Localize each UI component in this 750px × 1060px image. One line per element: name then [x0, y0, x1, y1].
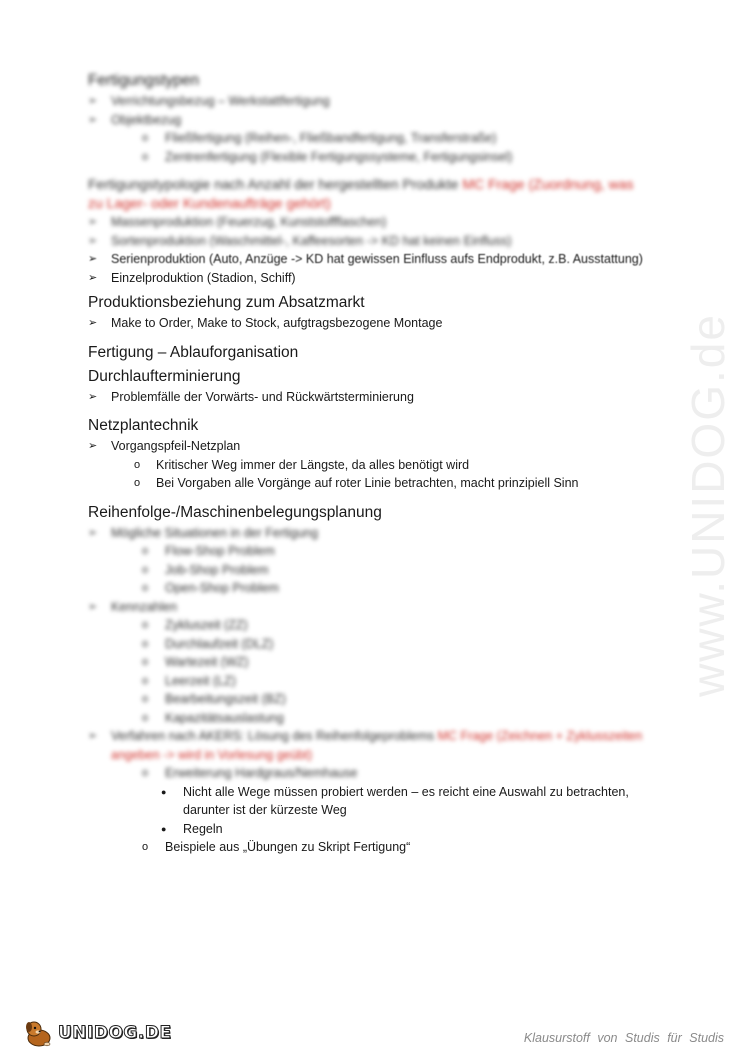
heading-durchlaufterminierung: Durchlaufterminierung [88, 367, 241, 385]
list-subitem: o Job-Shop Problem [88, 561, 668, 580]
watermark: www.UNIDOG.de [682, 313, 735, 697]
list-subitem: o Leerzeit (LZ) [88, 672, 668, 691]
list-item: ➢ Make to Order, Make to Stock, aufgtragsbezogene Montage [88, 314, 668, 333]
list-item: ➢ Mögliche Situationen in der Fertigung [88, 524, 668, 543]
list-subitem: o Kritischer Weg immer der Längste, da alles benötigt wird [88, 456, 668, 475]
circle-bullet-icon: o [142, 637, 149, 650]
list-subitem: o Flow-Shop Problem [88, 542, 668, 561]
list-subitem: o Zykluszeit (ZZ) [88, 616, 668, 635]
circle-bullet-icon: o [142, 711, 149, 724]
heading-red-note: zu Lager- oder Kundenaufträge gehört) [88, 195, 331, 211]
section-fertigungstypologie [88, 175, 668, 287]
arrow-bullet-icon: ➢ [88, 95, 98, 107]
list-item: ➢ Verrichtungsbezug – Werkstattfertigung [88, 92, 668, 111]
list-item: ➢ Massenproduktion (Feuerzug, Kunststoffflaschen) [88, 213, 668, 232]
heading-ablauforganisation: Fertigung – Ablauforganisation [88, 343, 299, 361]
circle-bullet-icon: o [142, 582, 149, 594]
circle-bullet-icon: o [142, 150, 149, 163]
arrow-bullet-icon: ➢ [88, 113, 98, 126]
list-subitem: o Bearbeitungszeit (BZ) [88, 690, 668, 709]
arrow-bullet-icon: ➢ [88, 526, 98, 539]
list-subitem: o Bei Vorgaben alle Vorgänge auf roter Linie betrachten, macht prinzipiell Sinn [88, 474, 668, 493]
list-subitem: o Open-Shop Problem [88, 579, 668, 598]
list-subitem: o Beispiele aus „Übungen zu Skript Fertigung“ [88, 838, 668, 857]
list-item: ➢ Problemfälle der Vorwärts- und Rückwärtsterminierung [88, 388, 668, 407]
heading-fertigungstypen: Fertigungstypen [88, 72, 200, 89]
list-dot-item: ● Regeln [88, 820, 668, 839]
arrow-bullet-icon: ➢ [88, 317, 98, 329]
circle-bullet-icon: o [142, 545, 149, 557]
section-fertigungstypen [88, 70, 668, 166]
logo-text: UNIDOG.DE [58, 1023, 172, 1043]
circle-bullet-icon: o [134, 477, 141, 489]
list-subitem: o Kapazitätsauslastung [88, 709, 668, 728]
list-item-continuation: angeben -> wird in Vorlesung geübt) [111, 747, 313, 762]
circle-bullet-icon: o [142, 132, 149, 144]
document-body [88, 70, 668, 857]
arrow-bullet-icon: ➢ [88, 234, 98, 247]
list-subitem: o Wartezeit (WZ) [88, 653, 668, 672]
dog-mascot-icon [22, 1018, 56, 1048]
dot-bullet-icon: ● [161, 823, 167, 834]
arrow-bullet-icon: ➢ [88, 390, 98, 403]
circle-bullet-icon: o [142, 619, 149, 631]
arrow-bullet-icon: ➢ [88, 216, 98, 228]
unidog-logo [22, 1018, 172, 1048]
arrow-bullet-icon: ➢ [88, 600, 98, 613]
list-item: ➢ Kennzahlen [88, 598, 668, 617]
heading-netzplantechnik: Netzplantechnik [88, 417, 199, 434]
heading-fertigungstypologie: Fertigungstypologie nach Anzahl der hergestellten Produkte MC Frage (Zuordnung, was [88, 176, 634, 192]
list-item: ➢ Sortenproduktion (Waschmittel-, Kaffeesorten -> KD hat keinen Einfluss) [88, 232, 668, 251]
list-dot-item-continuation: darunter ist der kürzeste Weg [183, 803, 347, 817]
list-subitem: o Zentrenfertigung (Flexible Fertigungssysteme, Fertigungsinsel) [88, 148, 668, 167]
list-dot-item: ● Nicht alle Wege müssen probiert werden – es reicht eine Auswahl zu betrachten, [88, 783, 668, 802]
arrow-bullet-icon: ➢ [88, 730, 98, 742]
list-item: ➢ Vorgangspfeil-Netzplan [88, 437, 668, 456]
list-subitem: o Durchlaufzeit (DLZ) [88, 635, 668, 654]
arrow-bullet-icon: ➢ [88, 271, 98, 284]
circle-bullet-icon: o [134, 458, 141, 471]
heading-produktionsbeziehung: Produktionsbeziehung zum Absatzmarkt [88, 294, 365, 311]
blurred-content [88, 524, 668, 783]
arrow-bullet-icon: ➢ [88, 440, 98, 452]
arrow-bullet-icon: ➢ [88, 253, 98, 265]
list-item: ➢ Objektbezug [88, 111, 668, 130]
circle-bullet-icon: o [142, 767, 149, 779]
footer-tagline: Klausurstoff von Studis für Studis [523, 1031, 724, 1045]
circle-bullet-icon: o [142, 674, 149, 687]
list-subitem: o Fließfertigung (Reihen-, Fließbandfertigung, Transferstraße) [88, 129, 668, 148]
circle-bullet-icon: o [142, 563, 149, 576]
dot-bullet-icon: ● [161, 786, 167, 797]
list-item: ➢ Serienproduktion (Auto, Anzüge -> KD hat gewissen Einfluss aufs Endprodukt, z.B. Ausstattung) [88, 250, 668, 269]
heading-reihenfolgeplanung: Reihenfolge-/Maschinenbelegungsplanung [88, 503, 382, 521]
list-item: ➢ Verfahren nach AKERS: Lösung des Reihenfolgeproblems MC Frage (Zeichnen + Zyklusszeiten [88, 727, 668, 746]
circle-bullet-icon: o [142, 656, 149, 668]
circle-bullet-icon: o [142, 693, 149, 705]
list-subitem: o Erweiterung Hardgraus/Nemhause [88, 764, 668, 783]
circle-bullet-icon: o [142, 841, 149, 853]
list-item: ➢ Einzelproduktion (Stadion, Schiff) [88, 269, 668, 288]
